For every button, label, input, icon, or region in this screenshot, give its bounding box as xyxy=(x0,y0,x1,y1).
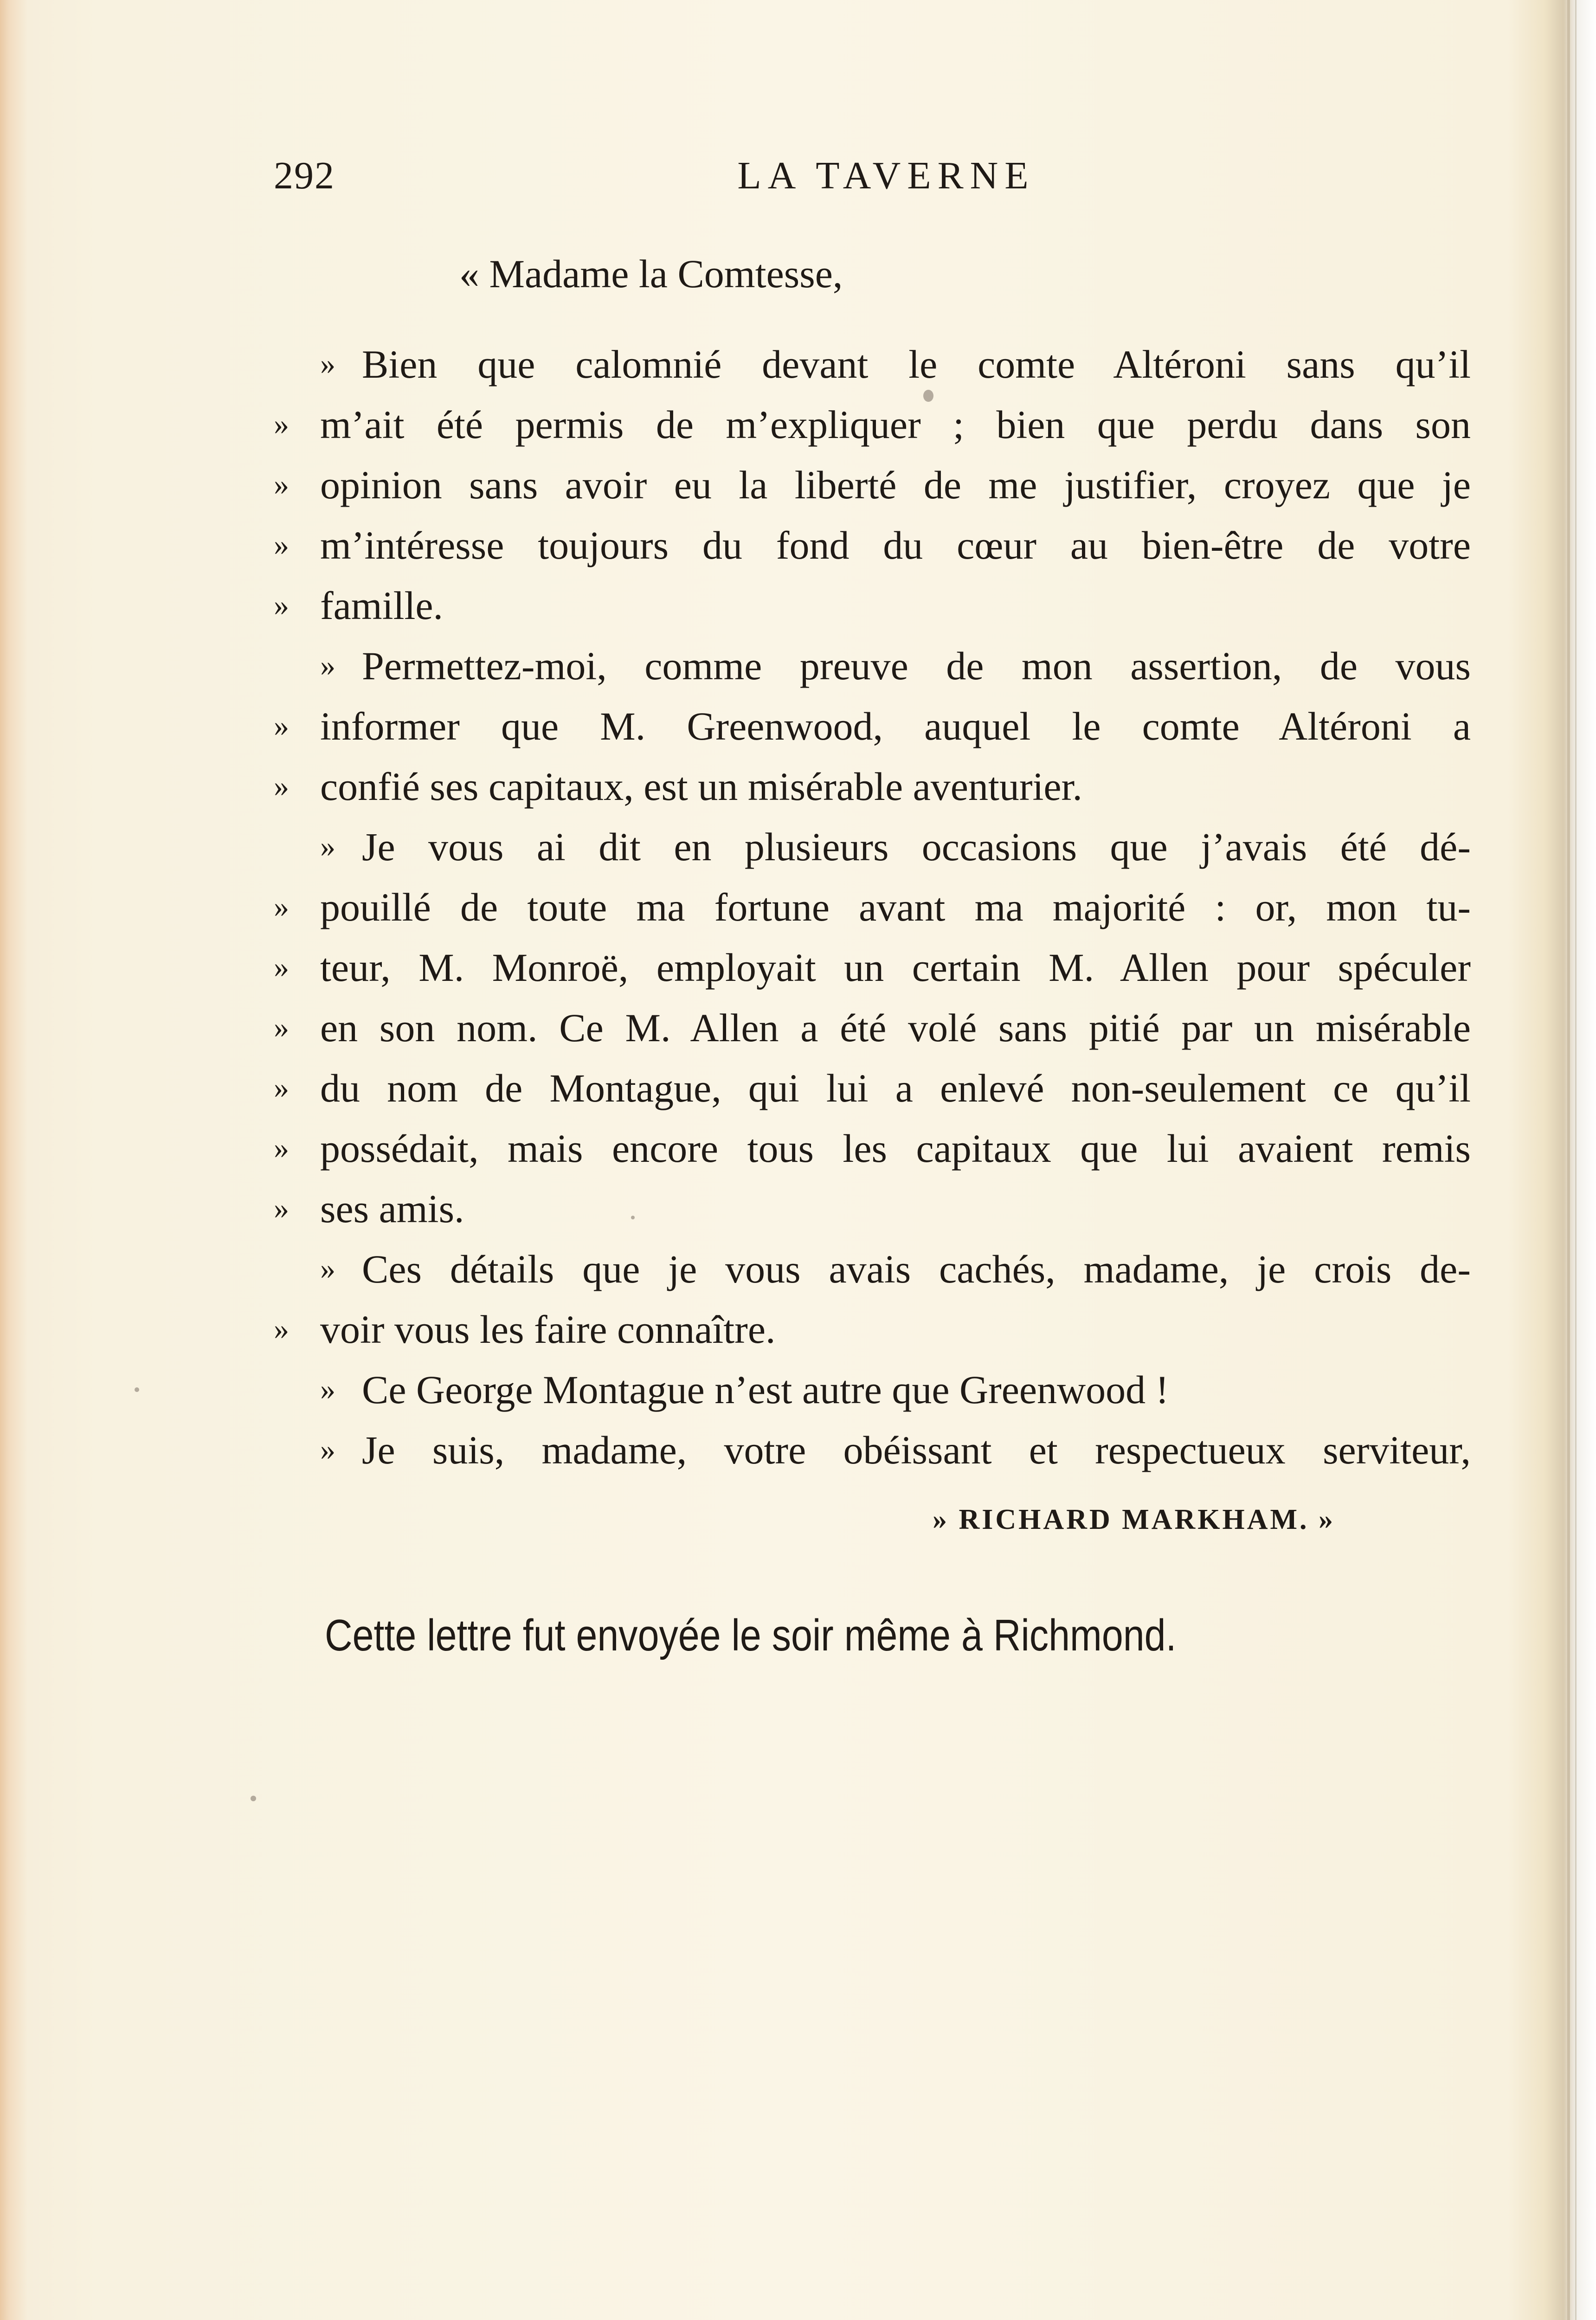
running-title: LA TAVERNE xyxy=(737,154,1035,197)
letter-line xyxy=(274,520,1471,571)
quote-mark: » xyxy=(274,1011,289,1044)
quote-mark: » xyxy=(274,528,289,562)
letter-line xyxy=(274,399,1471,450)
line-text: opinion sans avoir eu la liberté de me justifier, croyez que je xyxy=(320,463,1471,507)
quote-mark: » xyxy=(274,407,289,441)
line-text: m’ait été permis de m’expliquer ; bien que perdu dans son xyxy=(320,402,1471,447)
letter-line xyxy=(274,1123,1471,1174)
ink-speck xyxy=(631,1216,635,1219)
quote-mark: » xyxy=(320,1433,335,1467)
letter-line xyxy=(274,459,1471,510)
line-text: Bien que calomnié devant le comte Altéroni sans qu’il xyxy=(362,342,1471,387)
letter-line xyxy=(274,1002,1471,1053)
line-text: Je suis, madame, votre obéissant et respectueux serviteur, xyxy=(362,1428,1471,1472)
quote-mark: » xyxy=(274,950,289,984)
line-text: informer que M. Greenwood, auquel le comte Altéroni a xyxy=(320,704,1471,748)
quote-mark: » xyxy=(274,1071,289,1105)
line-text: possédait, mais encore tous les capitaux que lui avaient remis xyxy=(320,1126,1471,1171)
ink-speck xyxy=(923,390,933,402)
quote-mark: » xyxy=(274,890,289,924)
line-text: teur, M. Monroë, employait un certain M. Allen pour spéculer xyxy=(320,945,1471,990)
quote-mark: » xyxy=(274,468,289,502)
letter-line xyxy=(274,1063,1471,1114)
line-text: famille. xyxy=(320,583,444,628)
quote-mark: » xyxy=(274,1131,289,1165)
letter-salutation: « Madame la Comtesse, xyxy=(459,251,843,296)
page-number: 292 xyxy=(274,154,335,197)
quote-mark: » xyxy=(320,1252,335,1286)
line-text: du nom de Montague, qui lui a enlevé non-seulement ce qu’il xyxy=(320,1066,1471,1110)
line-text: pouillé de toute ma fortune avant ma majorité : or, mon tu- xyxy=(320,885,1471,929)
quote-mark: » xyxy=(320,347,335,381)
letter-line xyxy=(274,701,1471,752)
line-text: ses amis. xyxy=(320,1186,464,1231)
quote-mark: » xyxy=(274,709,289,743)
quote-mark: » xyxy=(274,588,289,622)
letter-line xyxy=(274,882,1471,933)
line-text: Je vous ai dit en plusieurs occasions que j’avais été dé- xyxy=(362,825,1471,869)
quote-mark: » xyxy=(274,769,289,803)
letter-line xyxy=(274,1304,1471,1355)
page-edge xyxy=(1567,0,1570,2320)
letter-line xyxy=(274,580,1471,631)
line-text: Permettez-moi, comme preuve de mon assertion, de vous xyxy=(362,644,1471,688)
quote-mark: » xyxy=(320,649,335,683)
letter-line xyxy=(274,942,1471,993)
letter-signature: » RICHARD MARKHAM. » xyxy=(933,1504,1336,1535)
line-text: voir vous les faire connaître. xyxy=(320,1307,776,1352)
running-header xyxy=(274,153,1499,209)
letter-line xyxy=(274,1244,1471,1295)
ink-speck xyxy=(251,1796,256,1801)
quote-mark: » xyxy=(274,1312,289,1346)
line-text: en son nom. Ce M. Allen a été volé sans pitié par un misérable xyxy=(320,1005,1471,1050)
letter-line xyxy=(274,1424,1471,1476)
letter-line xyxy=(274,339,1471,390)
letter-line xyxy=(274,761,1471,812)
closing-line: Cette lettre fut envoyée le soir même à Richmond. xyxy=(325,1611,1177,1660)
line-text: m’intéresse toujours du fond du cœur au bien-être de votre xyxy=(320,523,1471,567)
line-text: Ce George Montague n’est autre que Greenwood ! xyxy=(362,1367,1169,1412)
letter-line xyxy=(274,1183,1471,1234)
quote-mark: » xyxy=(320,1373,335,1406)
letter-line xyxy=(274,821,1471,872)
line-text: Ces détails que je vous avais cachés, madame, je crois de- xyxy=(362,1247,1471,1291)
page-edge-shadow xyxy=(1575,0,1577,2320)
quote-mark: » xyxy=(274,1192,289,1225)
line-text: confié ses capitaux, est un misérable aventurier. xyxy=(320,764,1082,809)
ink-speck xyxy=(135,1387,139,1392)
letter-line xyxy=(274,1364,1471,1415)
letter-line xyxy=(274,640,1471,691)
quote-mark: » xyxy=(320,830,335,864)
